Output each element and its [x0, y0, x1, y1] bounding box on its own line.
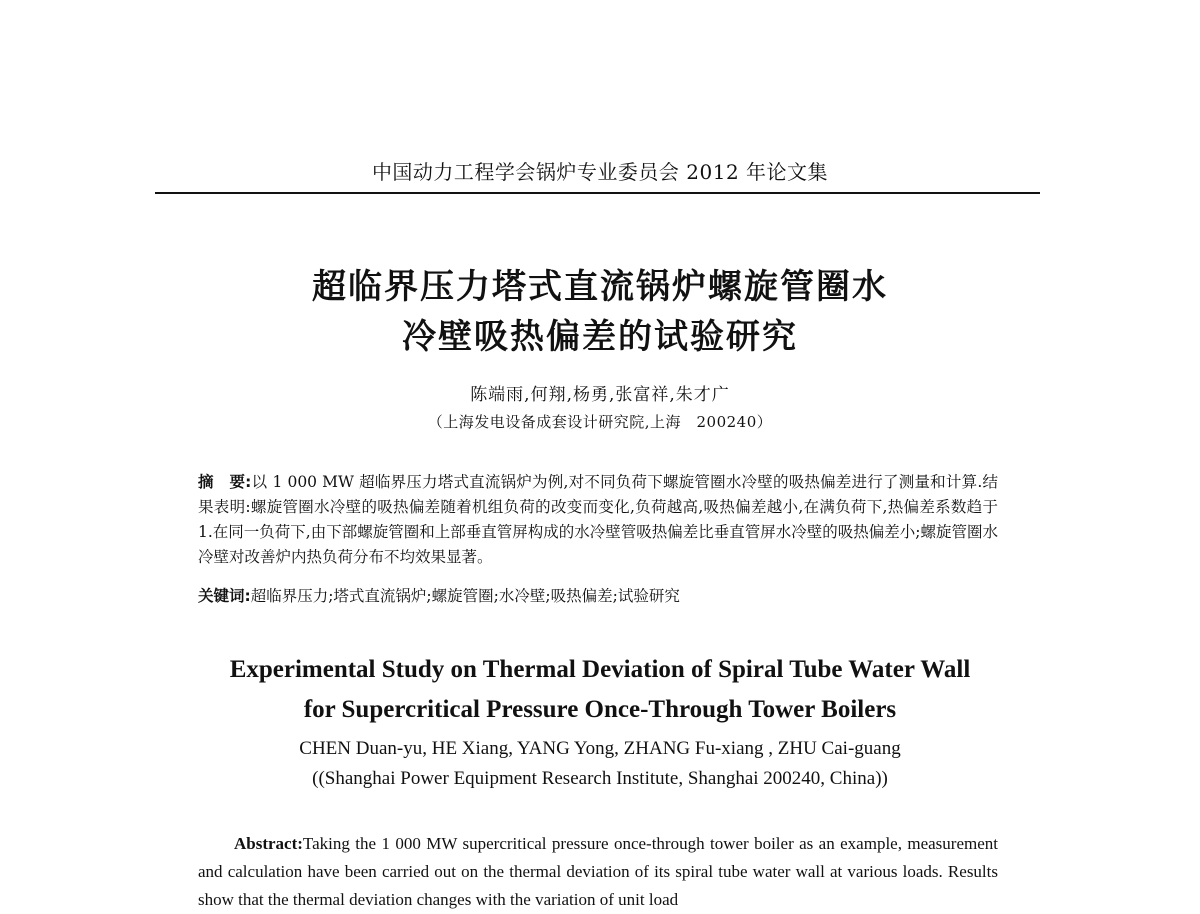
chinese-abstract-text: 以 1 000 MW 超临界压力塔式直流锅炉为例,对不同负荷下螺旋管圈水冷壁的吸热偏差进行了测量和计算.结果表明:螺旋管圈水冷壁的吸热偏差随着机组负荷的改变而变化,负荷越高,吸热偏差越小,在满负荷下,热偏差系数趋于 1.在同一负荷下,由下部螺旋管圈和上部垂直管屏构成的水冷壁管吸热偏差比垂直管屏水冷壁的吸热偏差小;螺旋管圈水冷壁对改善炉内热负荷分布不均效果显著。 — [198, 473, 998, 566]
chinese-title — [0, 262, 1200, 362]
chinese-abstract — [198, 470, 998, 570]
chinese-keywords-label: 关键词: — [198, 587, 251, 605]
chinese-keywords-text: 超临界压力;塔式直流锅炉;螺旋管圈;水冷壁;吸热偏差;试验研究 — [250, 587, 680, 605]
english-title — [0, 650, 1200, 730]
chinese-title-line-2: 冷壁吸热偏差的试验研究 — [402, 317, 798, 357]
header-rule — [155, 192, 1040, 194]
chinese-abstract-label: 摘 要: — [198, 473, 252, 491]
english-authors: CHEN Duan-yu, HE Xiang, YANG Yong, ZHANG Fu-xiang , ZHU Cai-guang — [299, 738, 901, 759]
english-affiliation: ((Shanghai Power Equipment Research Institute, Shanghai 200240, China)) — [312, 768, 888, 789]
english-title-line-1: Experimental Study on Thermal Deviation of Spiral Tube Water Wall — [229, 656, 971, 683]
english-title-line-2: for Supercritical Pressure Once-Through Tower Boilers — [303, 696, 897, 723]
english-abstract-label: Abstract: — [234, 834, 303, 853]
chinese-title-line-1: 超临界压力塔式直流锅炉螺旋管圈水 — [312, 267, 888, 307]
chinese-authors: 陈端雨,何翔,杨勇,张富祥,朱才广 — [470, 385, 730, 405]
english-abstract-text: Taking the 1 000 MW supercritical pressure once-through tower boiler as an example, measurement and calculation have been carried out on the thermal deviation of its spiral tube water wall at various loads. Results show that the thermal deviation changes with the variation of unit load — [198, 834, 998, 909]
chinese-keywords — [198, 584, 998, 609]
chinese-affiliation: （上海发电设备成套设计研究院,上海 200240） — [427, 413, 773, 431]
journal-header: 中国动力工程学会锅炉专业委员会 2012 年论文集 — [371, 160, 829, 184]
english-abstract — [198, 830, 998, 914]
